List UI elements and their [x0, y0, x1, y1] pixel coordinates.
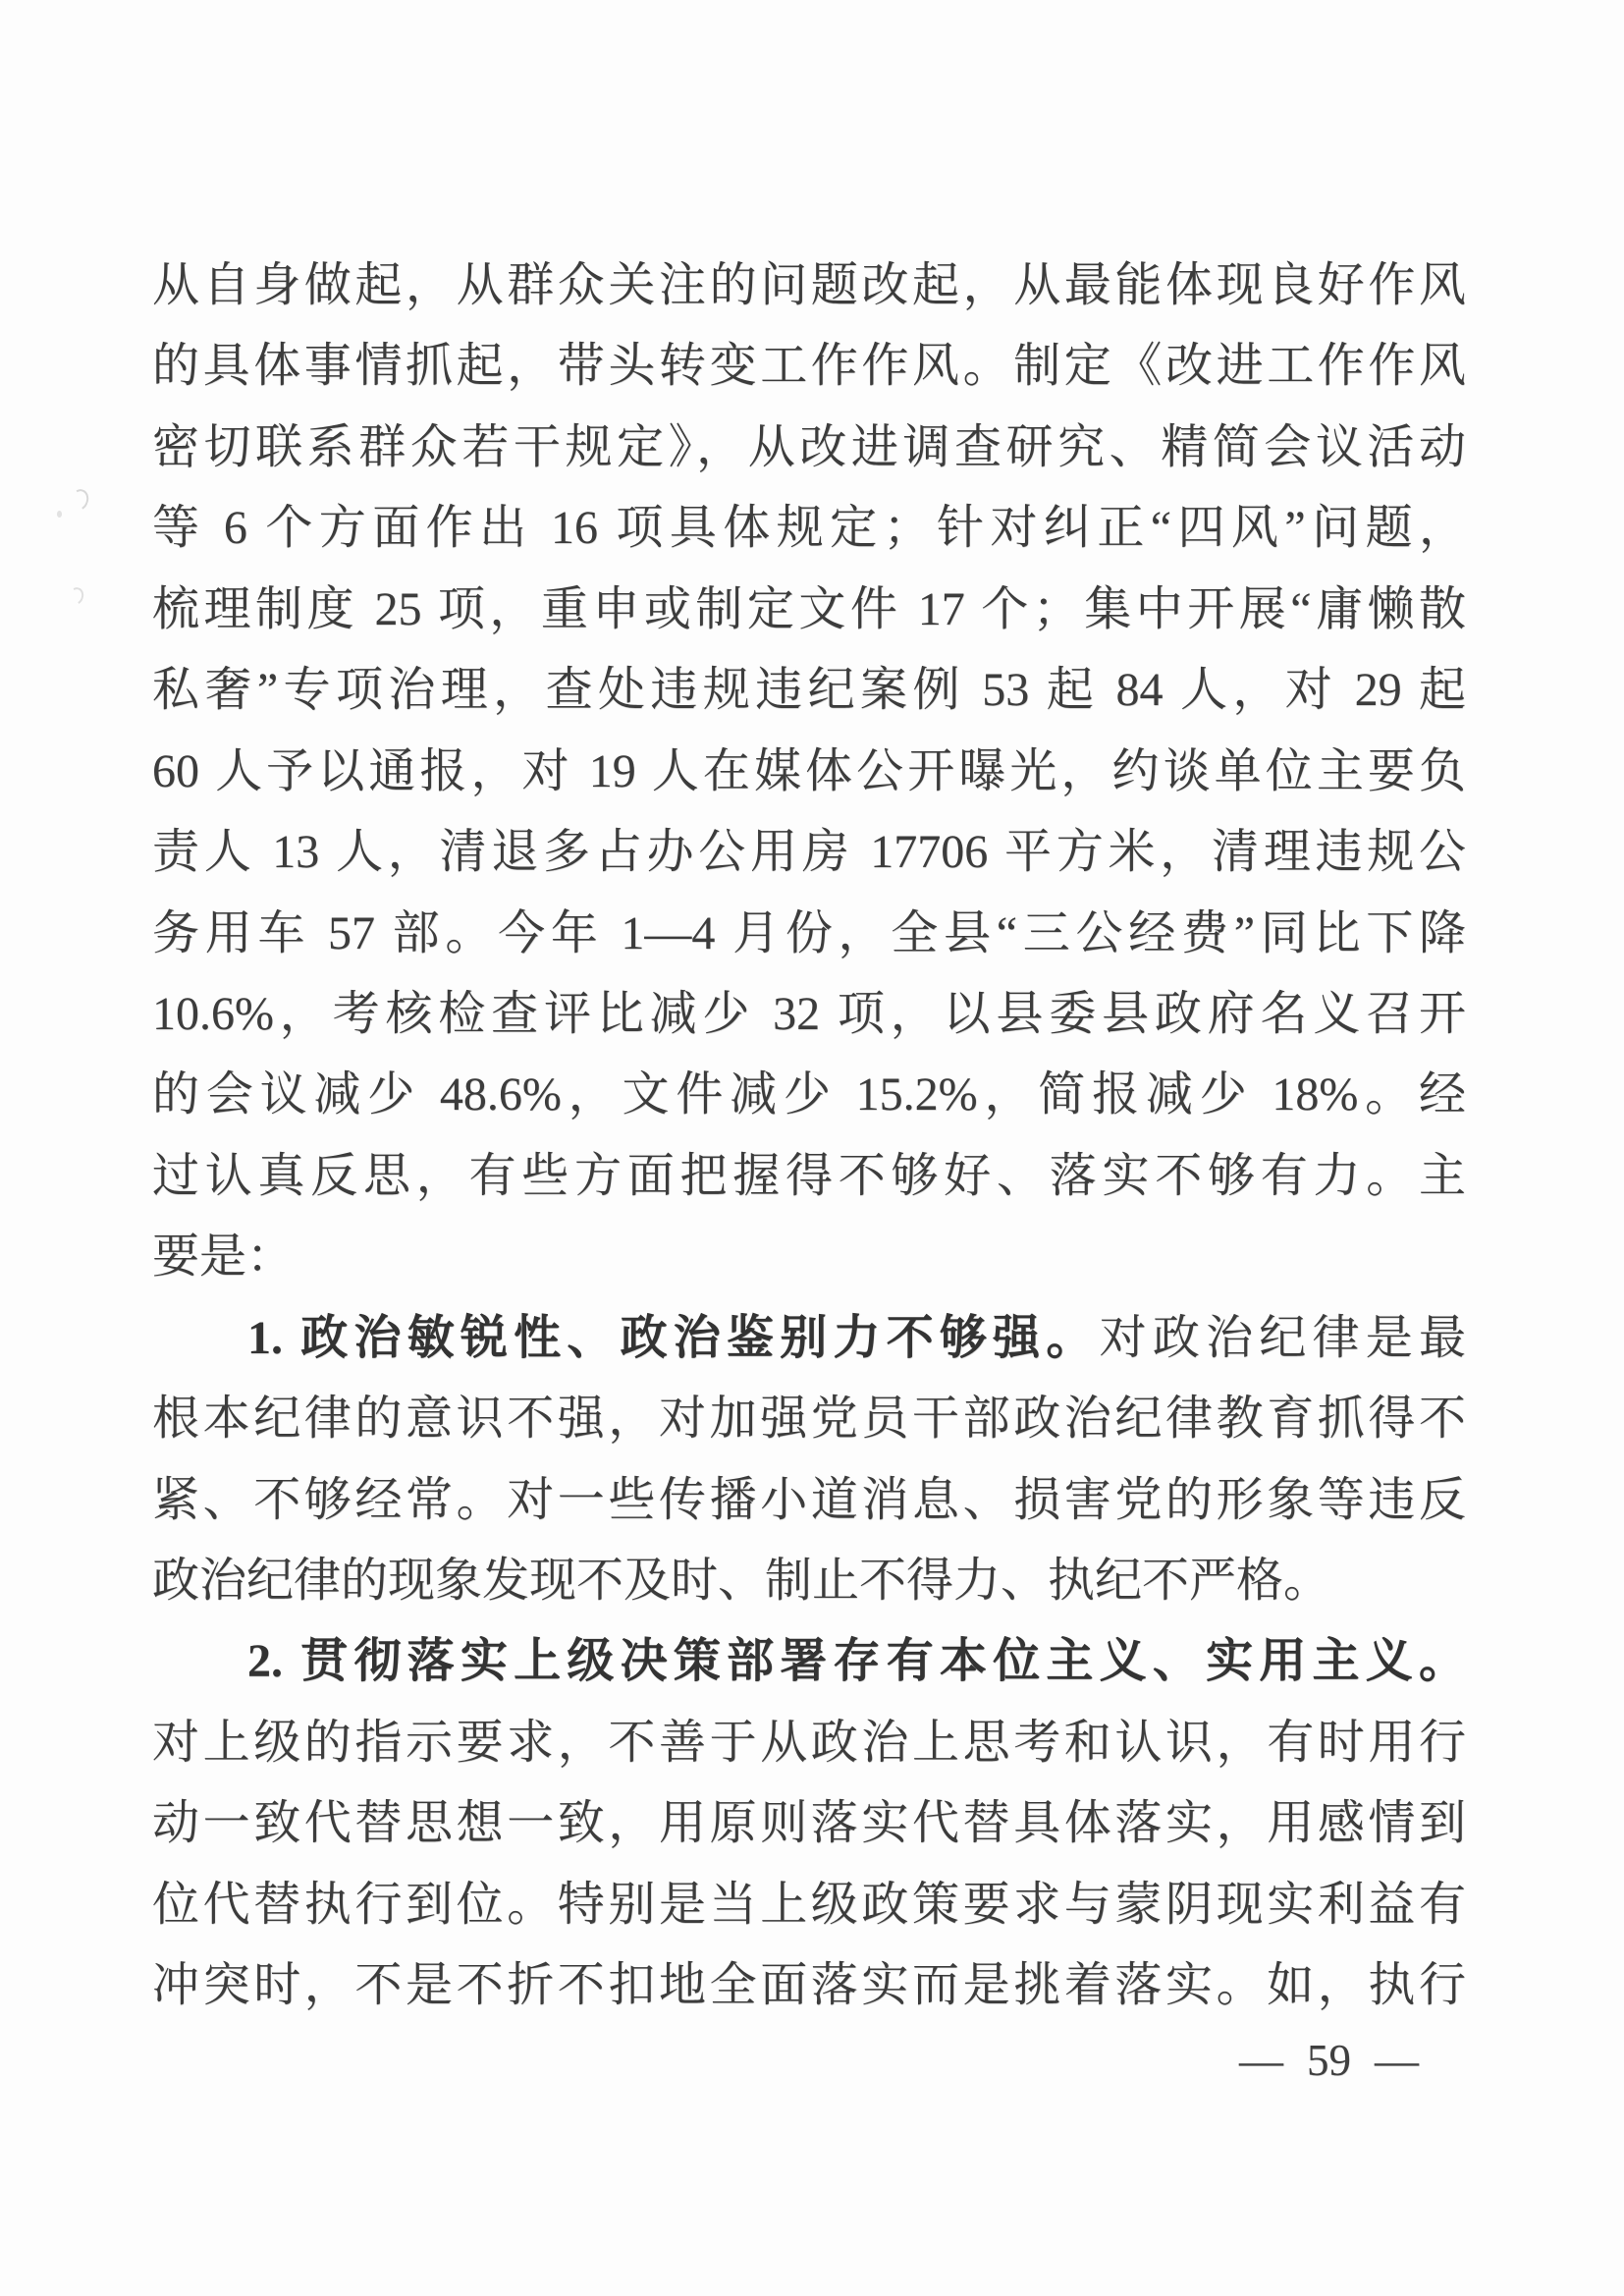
text-line: 梳理制度 25 项，重申或制定文件 17 个；集中开展“庸懒散 [152, 582, 1466, 635]
text-line [152, 1621, 1466, 1702]
page-footer [1239, 2035, 1419, 2086]
text-line: 等 6 个方面作出 16 项具体规定；针对纠正“四风”问题， [152, 502, 1466, 555]
numbered-point-lead: 1. 政治敏锐性、政治鉴别力不够强。 [247, 1311, 1100, 1364]
scan-artifact [68, 487, 91, 513]
text-line: 根本纪律的意识不强，对加强党员干部政治纪律教育抓得不 [152, 1393, 1466, 1446]
numbered-point-lead: 2. 贯彻落实上级决策部署存有本位主义、实用主义。 [247, 1635, 1466, 1688]
footer-dash-left: — [1239, 2036, 1283, 2085]
text-line: 位代替执行到位。特别是当上级政策要求与蒙阴现实利益有 [152, 1878, 1466, 1931]
text-line: 动一致代替思想一致，用原则落实代替具体落实，用感情到 [152, 1797, 1466, 1850]
text-line [152, 1298, 1466, 1379]
text-line: 60 人予以通报，对 19 人在媒体公开曝光，约谈单位主要负 [152, 744, 1466, 797]
text-line: 的具体事情抓起，带头转变工作作风。制定《改进工作作风 [152, 340, 1466, 393]
text-line: 私奢”专项治理，查处违规违纪案例 53 起 84 人，对 29 起 [152, 664, 1466, 717]
page-number: 59 [1307, 2036, 1351, 2085]
text-line: 政治纪律的现象发现不及时、制止不得力、执纪不严格。 [152, 1555, 1331, 1607]
scan-artifact [57, 511, 62, 518]
text-line: 对上级的指示要求，不善于从政治上思考和认识，有时用行 [152, 1716, 1466, 1769]
footer-dash-right: — [1375, 2036, 1419, 2085]
line-text: 对政治纪律是最 [1099, 1311, 1466, 1364]
text-line: 务用车 57 部。今年 1—4 月份，全县“三公经费”同比下降 [152, 906, 1466, 959]
document-body [152, 246, 1466, 2027]
text-line: 10.6%，考核检查评比减少 32 项，以县委县政府名义召开 [152, 987, 1466, 1040]
text-line: 紧、不够经常。对一些传播小道消息、损害党的形象等违反 [152, 1473, 1466, 1526]
text-line: 过认真反思，有些方面把握得不够好、落实不够有力。主 [152, 1149, 1466, 1202]
scan-artifact [67, 585, 86, 607]
text-line: 密切联系群众若干规定》，从改进调查研究、精简会议活动 [152, 420, 1466, 473]
text-line: 责人 13 人，清退多占办公用房 17706 平方米，清理违规公 [152, 826, 1466, 879]
text-line: 冲突时，不是不折不扣地全面落实而是挑着落实。如，执行 [152, 1959, 1466, 2012]
text-line: 的会议减少 48.6%，文件减少 15.2%，简报减少 18%。经 [152, 1068, 1466, 1121]
text-line: 从自身做起，从群众关注的问题改起，从最能体现良好作风 [152, 259, 1466, 311]
text-line: 要是： [152, 1230, 295, 1284]
